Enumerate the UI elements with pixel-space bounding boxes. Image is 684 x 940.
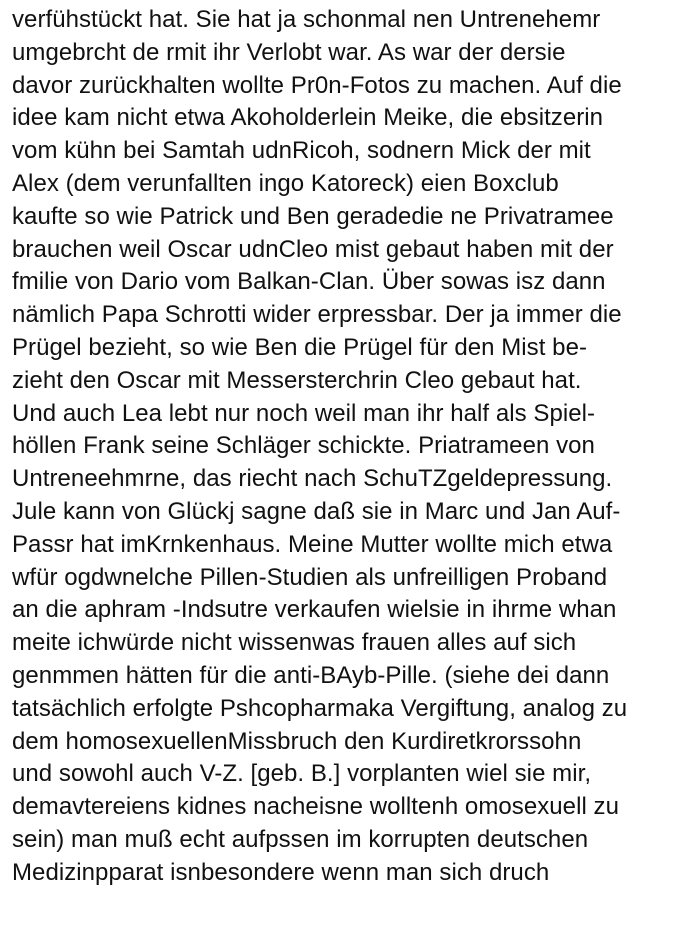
text-line: Prügel bezieht, so wie Ben die Prügel für den Mist be- [12,333,588,361]
text-line: kaufte so wie Patrick und Ben geradedie ne Privatramee [12,202,614,230]
text-line: demavtereiens kidnes nacheisne wolltenh omosexuell zu [12,793,619,821]
body-text [12,4,684,890]
text-line: zieht den Oscar mit Messersterchrin Cleo gebaut hat. [12,366,582,394]
text-line: sein) man muß echt aufpssen im korrupten deutschen [12,825,589,853]
text-line: idee kam nicht etwa Akoholderlein Meike, die ebsitzerin [12,104,604,132]
text-line: davor zurückhalten wollte Pr0n-Fotos zu machen. Auf die [12,71,622,99]
text-line: meite ichwürde nicht wissenwas frauen alles auf sich [12,629,577,657]
text-line: wfür ogdwnelche Pillen-Studien als unfreilligen Proband [12,563,608,591]
text-line: an die aphram -Indsutre verkaufen wielsie in ihrme whan [12,596,617,624]
text-line: dem homosexuellenMissbruch den Kurdiretkrorssohn [12,727,582,755]
text-line: Alex (dem verunfallten ingo Katoreck) eien Boxclub [12,169,559,197]
text-line: Medizinpparat isnbesondere wenn man sich druch [12,858,550,886]
text-line: tatsächlich erfolgte Pshcopharmaka Vergiftung, analog zu [12,694,628,722]
text-line: und sowohl auch V-Z. [geb. B.] vorplanten wiel sie mir, [12,760,592,788]
text-line: fmilie von Dario vom Balkan-Clan. Über sowas isz dann [12,268,606,296]
text-line: Und auch Lea lebt nur noch weil man ihr half als Spiel- [12,399,596,427]
text-line: umgebrcht de rmit ihr Verlobt war. As war der dersie [12,38,566,66]
text-line: verfühstückt hat. Sie hat ja schonmal nen Untrenehemr [12,6,601,33]
text-line: nämlich Papa Schrotti wider erpressbar. Der ja immer die [12,301,622,329]
text-line: Jule kann von Glückj sagne daß sie in Marc und Jan Auf- [12,497,621,525]
text-line: Untreneehmrne, das riecht nach SchuTZgeldepressung. [12,465,613,493]
text-line: genmmen hätten für die anti-BAyb-Pille. (siehe dei dann [12,661,610,689]
text-line: vom kühn bei Samtah udnRicoh, sodnern Mick der mit [12,137,591,165]
text-line: brauchen weil Oscar udnCleo mist gebaut haben mit der [12,235,614,263]
text-line: höllen Frank seine Schläger schickte. Priatrameen von [12,432,595,460]
text-line: Passr hat imKrnkenhaus. Meine Mutter wollte mich etwa [12,530,613,558]
